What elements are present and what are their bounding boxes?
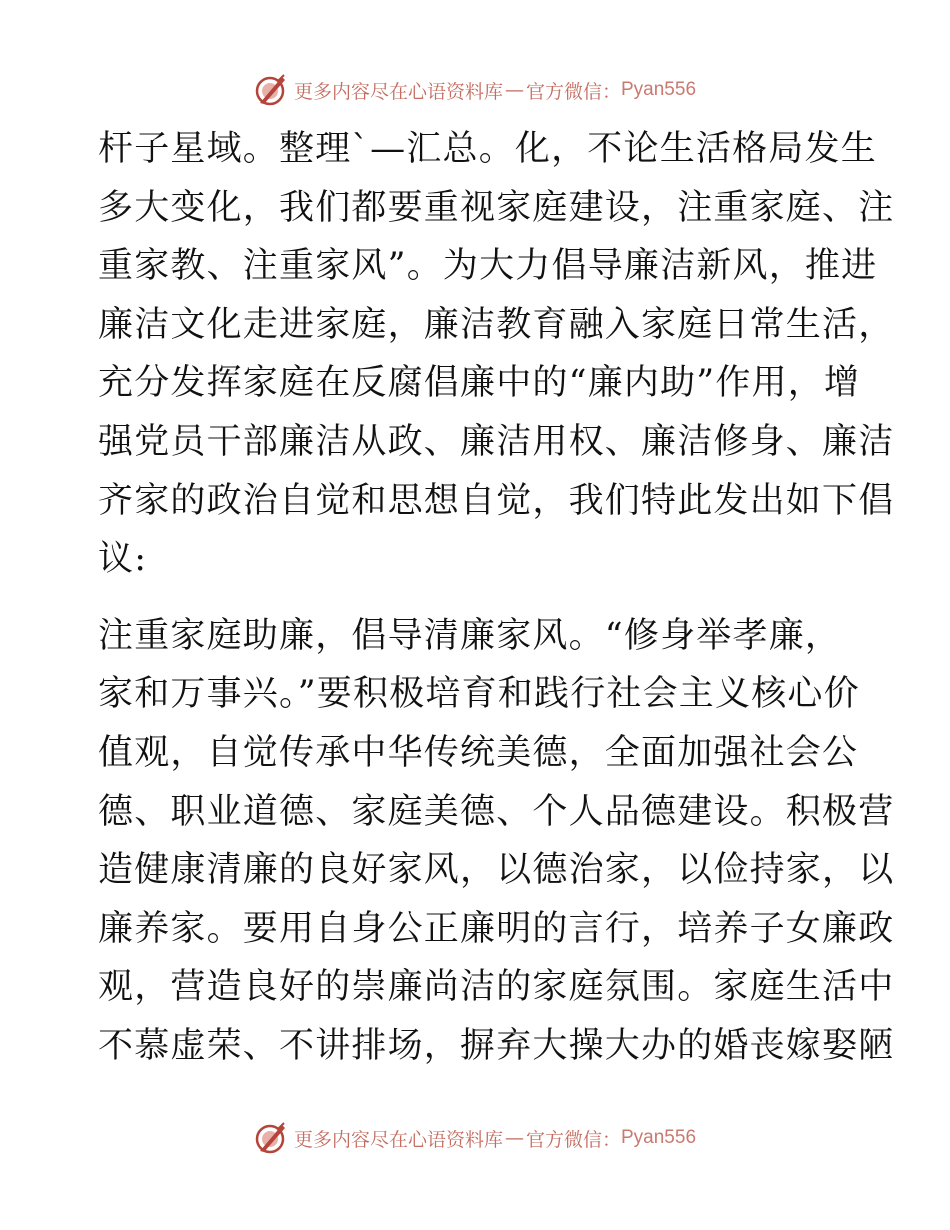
banner-dash: — xyxy=(504,79,524,101)
banner-dash: — xyxy=(504,1127,524,1149)
text-line: 重家教、注重家风”。为大力倡导廉洁新风，推进 xyxy=(98,246,878,287)
quill-logo-icon xyxy=(254,1121,288,1155)
document-body xyxy=(98,120,895,1076)
banner-text: 更多内容尽在心语资料库 xyxy=(293,1128,503,1151)
text-line: 杆子星域。整理`—汇总。化，不论生活格局发生 xyxy=(98,129,877,169)
paragraph-gap xyxy=(98,589,858,607)
banner-account: Pyan556 xyxy=(621,79,697,100)
text-line: 议: xyxy=(98,539,148,580)
text-line: 廉洁文化走进家庭，廉洁教育融入家庭日常生活， xyxy=(98,304,895,345)
header-watermark-banner xyxy=(0,70,950,110)
text-line: 家和万事兴。”要积极培育和践行社会主义核心价 xyxy=(98,674,860,715)
text-line: 不慕虚荣、不讲排场，摒弃大操大办的婚丧嫁娶陋 xyxy=(98,1025,895,1066)
banner-label: 官方微信： xyxy=(525,1128,621,1151)
banner-account: Pyan556 xyxy=(621,1127,697,1148)
text-line: 注重家庭助廉，倡导清廉家风。“修身举孝廉， xyxy=(98,615,842,656)
text-line: 强党员干部廉洁从政、廉洁用权、廉洁修身、廉洁 xyxy=(98,421,895,462)
text-line: 充分发挥家庭在反腐倡廉中的“廉内助”作用，增 xyxy=(98,363,861,404)
paragraph xyxy=(98,120,895,589)
footer-watermark-banner xyxy=(0,1118,950,1158)
paragraph xyxy=(98,607,895,1076)
banner-label: 官方微信： xyxy=(525,80,621,103)
text-line: 值观，自觉传承中华传统美德，全面加强社会公 xyxy=(98,732,859,773)
text-line: 观，营造良好的崇廉尚洁的家庭氛围。家庭生活中 xyxy=(98,967,895,1008)
text-line: 多大变化，我们都要重视家庭建设，注重家庭、注 xyxy=(98,187,895,228)
quill-logo-icon xyxy=(254,73,288,107)
text-line: 廉养家。要用自身公正廉明的言行，培养子女廉政 xyxy=(98,908,895,949)
text-line: 造健康清廉的良好家风，以德治家，以俭持家，以 xyxy=(98,850,895,891)
text-line: 德、职业道德、家庭美德、个人品德建设。积极营 xyxy=(98,791,895,832)
text-line: 齐家的政治自觉和思想自觉，我们特此发出如下倡 xyxy=(98,480,895,521)
banner-text: 更多内容尽在心语资料库 xyxy=(293,80,503,103)
